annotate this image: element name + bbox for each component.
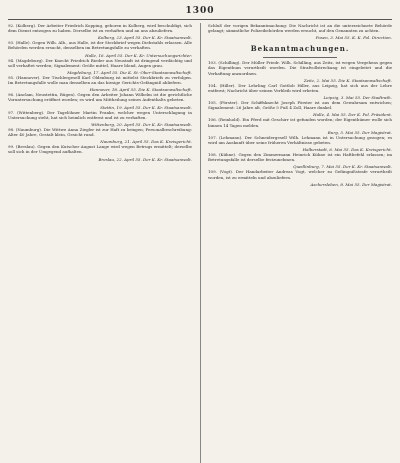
- notice-paragraph: 94. (Magdeburg). Der Knecht Friedrich Rieder aus Neustadt ist dringend verdächtig und soll verhaftet werden; Signalement: Größe mittel, Haare blond, Augen grau.: [8, 57, 192, 68]
- heading-rule: [263, 57, 337, 58]
- notice-paragraph: 92. (Kolberg). Der Arbeiter Friedrich Kopping, geboren in Kolberg, wird beschuldigt, sich dem Dienst entzogen zu haben. Derselbe ist zu verhaften und an uns abzuliefern.: [8, 23, 192, 34]
- notice-paragraph: 99. (Breslau). Gegen den Kutscher August Lange wird wegen Betrugs ermittelt; derselbe soll sich in der Umgegend aufhalten.: [8, 144, 192, 155]
- notice-paragraph: 104. (Hiller). Der Lehrling Carl Gottlob Hiller, aus Leipzig, hat sich aus der Lehre entfernt; Nachricht über seinen Verbleib wird erbeten.: [208, 82, 392, 93]
- right-column-notices: [208, 60, 392, 186]
- notice-paragraph: Schluß der vorigen Bekanntmachung: Die Nachricht ist an die unterzeichnete Behörde gelangt; sämmtliche Polizeibehörden werden ersucht, auf den Genannten zu achten.: [208, 23, 392, 34]
- notice-signature: Aschersleben, 8. Mai 55. Der Magistrat.: [310, 181, 392, 187]
- notice-paragraph: 103. (Schilling). Der Müller Friedr. Wilh. Schilling, aus Zeitz, ist wegen Vergehens gegen das Eigenthum verurtheilt worden. Die Strafvollstreckung ist eingeleitet und die Verhaftung anzuordnen.: [208, 60, 392, 76]
- header-rule: [8, 19, 392, 20]
- notice-paragraph: 105. (Förster). Der Schiffsknecht Joseph Förster ist aus dem Gewahrsam entwichen; Signalement: 26 Jahre alt, Größe 5 Fuß 4 Zoll, Haare dunkel.: [208, 100, 392, 111]
- notice-paragraph: 98. (Naumburg). Die Wittwe Anna Ziegler ist zur Haft zu bringen; Personalbeschreibung: Alter 40 Jahre, Gestalt klein, Gesicht rund.: [8, 126, 192, 138]
- notice-signature: Quedlinburg, 7. Mai 55. Der K. Kr. Staatsanwalt.: [293, 164, 392, 170]
- notice-signature: Halle, 4. Mai 55. Der K. Pol. Präsident.: [313, 112, 392, 118]
- right-column: [200, 23, 392, 463]
- notice-paragraph: 109. (Vogt). Der Handarbeiter Andreas Vogt, welcher zu Gefängnißstrafe verurtheilt worden, ist zu ermitteln und abzuliefern.: [208, 169, 392, 180]
- notice-signature: Halberstadt, 6. Mai 55. Das K. Kreisgericht.: [302, 147, 392, 153]
- notice-signature: Kolberg, 23. April 55. Der K. Kr. Staatsanwalt.: [98, 35, 192, 41]
- notice-signature: Leipzig, 3. Mai 55. Der Stadtrath.: [323, 95, 392, 101]
- section-heading: Bekanntmachungen.: [250, 44, 350, 54]
- columns: [8, 23, 392, 463]
- page-number: 1300: [185, 6, 215, 16]
- notice-signature: Posen, 3. Mai 55. K. K. Pol. Direction.: [315, 35, 392, 41]
- notice-signature: Zeitz, 2. Mai 55. Die K. Staatsanwaltschaft.: [303, 77, 392, 83]
- notice-signature: Breslau, 22. April 55. Der K. Kr. Staatsanwalt.: [98, 156, 192, 162]
- notice-paragraph: 97. (Wittenberg). Der Tagelöhner Martin Franke, welcher wegen Unterschlagung in Untersuchung steht, hat sich heimlich entfernt und ist zu verhaften.: [8, 109, 192, 120]
- notice-signature: Naumburg, 21. April 55. Das K. Kreisgericht.: [100, 139, 192, 145]
- notice-signature: Magdeburg, 17. April 55. Die K. St.-Ober-Staatsanwaltschaft.: [67, 69, 192, 75]
- right-column-top: [208, 23, 392, 40]
- notice-signature: Hannover, 18. April 55. Die K. Staatsanwaltschaft.: [89, 87, 192, 93]
- notice-paragraph: 96. (Anclam, Neustettin, Rügen). Gegen den Arbeiter Johann Wilhelm ist die gerichtliche Voruntersuchung eröffnet worden; es wird um Mittheilung seines Aufenthalts gebeten.: [8, 92, 192, 103]
- notice-signature: Burg, 5. Mai 55. Der Magistrat.: [327, 129, 392, 135]
- notice-paragraph: 106. (Reinhold). Ein Pferd mit Geschirr ist gefunden worden; der Eigenthümer wolle sich binnen 14 Tagen melden.: [208, 117, 392, 128]
- notice-paragraph: 107. (Lehmann). Der Schneidergesell Wilh. Lehmann ist in Untersuchung gezogen; es wird um Auskunft über seine früheren Verhältnisse gebeten.: [208, 134, 392, 145]
- left-column: [8, 23, 192, 463]
- notice-signature: Wittenberg, 20. April 55. Der K. Kr. Staatsanwalt.: [91, 121, 192, 127]
- notice-signature: Halle, 16. April 55. Der K. Kr. Untersuchungsrichter.: [85, 52, 192, 58]
- notice-paragraph: 93. (Halle). Gegen Wilh. Alb., aus Halle, ist der Steckbrief wegen Diebstahls erlassen. Alle Behörden werden ersucht, denselben im Betretungsfalle zu verhaften.: [8, 40, 192, 51]
- notice-paragraph: 108. (Kühne). Gegen den Zimmermann Heinrich Kühne ist ein Haftbefehl erlassen; im Betretungsfalle ist derselbe festzunehmen.: [208, 152, 392, 163]
- notice-signature: Stettin, 19. April 55. Der K. Kr. Staatsanwalt.: [100, 104, 192, 110]
- notice-paragraph: 95. (Hannover). Der Tischlergesell Karl Oldenburg ist mittelst Steckbriefs zu verfolgen. Im Betretungsfalle wolle man denselben an das hiesige Gerichts-Gefängniß abliefern.: [8, 74, 192, 86]
